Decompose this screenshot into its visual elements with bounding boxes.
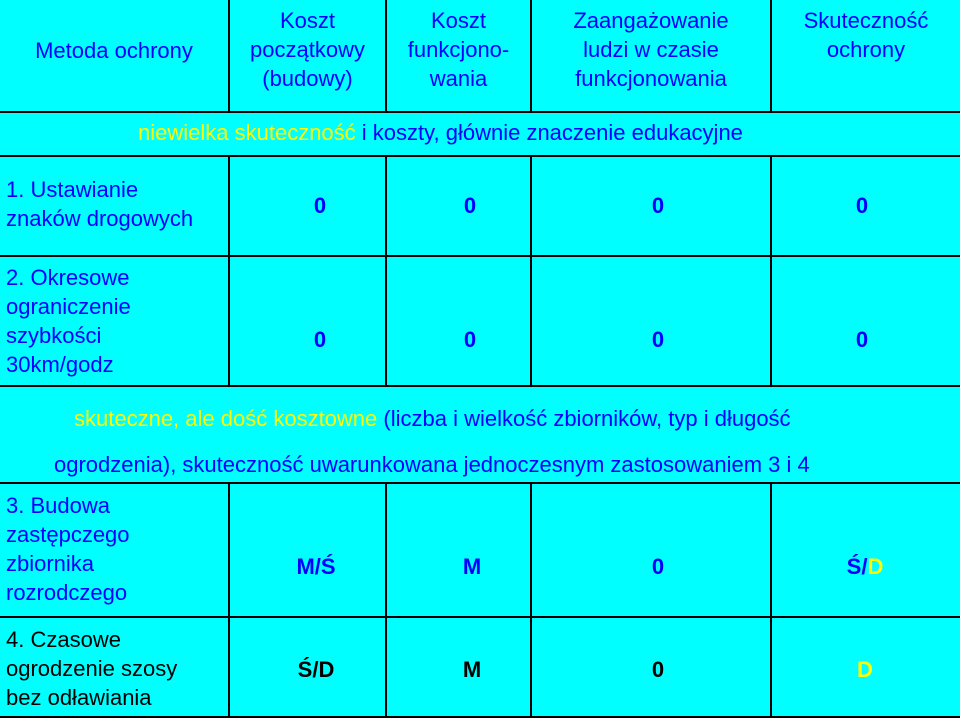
header-engagement-line: ludzi w czasie [583, 37, 719, 62]
row2-top-border [0, 255, 960, 257]
row2-label-line: 30km/godz [6, 352, 114, 377]
section2-summary-line1 [74, 404, 960, 433]
row3-effectiveness [815, 552, 915, 581]
header-bottom-border [0, 111, 960, 113]
header-effectiveness [772, 6, 960, 64]
row1-label-line: 1. Ustawianie [6, 177, 139, 202]
header-operating-cost [387, 6, 530, 93]
row1-label-line: znaków drogowych [6, 206, 194, 231]
header-operating-cost-line: wania [429, 66, 488, 91]
rows34-vline-4 [770, 482, 772, 716]
row4-label-line: ogrodzenie szosy [6, 656, 178, 681]
row4-operating: M [462, 657, 482, 682]
header-initial-cost-line: początkowy [250, 37, 365, 62]
row2-operating: 0 [463, 327, 477, 352]
row1-label [6, 175, 228, 233]
row3-label-line: 3. Budowa [6, 493, 110, 518]
row4-label [6, 625, 228, 712]
row1-initial: 0 [313, 193, 327, 218]
section2-summary-line2: ogrodzenia), skuteczność uwarunkowana jednoczesnym zastosowaniem 3 i 4 [54, 452, 810, 477]
row3-initial: M/Ś [296, 554, 336, 579]
row1-operating: 0 [463, 193, 477, 218]
header-engagement-line: Zaangażowanie [573, 8, 729, 33]
row3-effectiveness-b: D [867, 554, 884, 579]
header-initial-cost-line: (budowy) [262, 66, 353, 91]
header-effectiveness-line: Skuteczność [803, 8, 929, 33]
section1-rest: i koszty, głównie znaczenie edukacyjne [355, 120, 743, 145]
section1-highlight: niewielka skuteczność [138, 120, 356, 145]
header-engagement [532, 6, 770, 93]
row2-effectiveness: 0 [855, 327, 869, 352]
section2-rest-line1: (liczba i wielkość zbiorników, typ i długość [377, 406, 791, 431]
header-effectiveness-line: ochrony [826, 37, 906, 62]
rows34-vline-3 [530, 482, 532, 716]
row3-top-border [0, 482, 960, 484]
header-initial-cost [230, 6, 385, 93]
row2-bottom-border [0, 385, 960, 387]
row2-label-line: szybkości [6, 323, 102, 348]
row2-label [6, 263, 228, 379]
row4-effectiveness-b: D [857, 657, 873, 682]
row4-initial: Ś/D [297, 657, 335, 682]
row4-engagement: 0 [651, 657, 665, 682]
row4-effectiveness [815, 655, 915, 684]
row4-label-line: 4. Czasowe [6, 627, 121, 652]
rows12-vline-1 [228, 155, 230, 385]
row3-label [6, 491, 228, 607]
row3-label-line: rozrodczego [6, 580, 128, 605]
row2-initial: 0 [313, 327, 327, 352]
rows12-vline-4 [770, 155, 772, 385]
row4-top-border [0, 616, 960, 618]
row2-label-line: ograniczenie [6, 294, 131, 319]
row3-effectiveness-a: Ś/ [846, 554, 868, 579]
header-operating-cost-line: Koszt [430, 8, 487, 33]
header-initial-cost-line: Koszt [279, 8, 336, 33]
header-engagement-line: funkcjonowania [575, 66, 727, 91]
row2-label-line: 2. Okresowe [6, 265, 130, 290]
header-method-text: Metoda ochrony [35, 38, 193, 63]
row3-engagement: 0 [651, 554, 665, 579]
row1-engagement: 0 [651, 193, 665, 218]
row3-label-line: zastępczego [6, 522, 130, 547]
row4-label-line: bez odławiania [6, 685, 152, 710]
row3-operating: M [462, 554, 482, 579]
rows34-vline-2 [385, 482, 387, 716]
row1-top-border [0, 155, 960, 157]
rows12-vline-2 [385, 155, 387, 385]
row2-engagement: 0 [651, 327, 665, 352]
section2-highlight: skuteczne, ale dość kosztowne [74, 406, 378, 431]
row1-effectiveness: 0 [855, 193, 869, 218]
rows12-vline-3 [530, 155, 532, 385]
section1-summary [138, 118, 958, 147]
header-method [0, 36, 228, 65]
header-operating-cost-line: funkcjono- [407, 37, 510, 62]
row3-label-line: zbiornika [6, 551, 95, 576]
rows34-vline-1 [228, 482, 230, 716]
